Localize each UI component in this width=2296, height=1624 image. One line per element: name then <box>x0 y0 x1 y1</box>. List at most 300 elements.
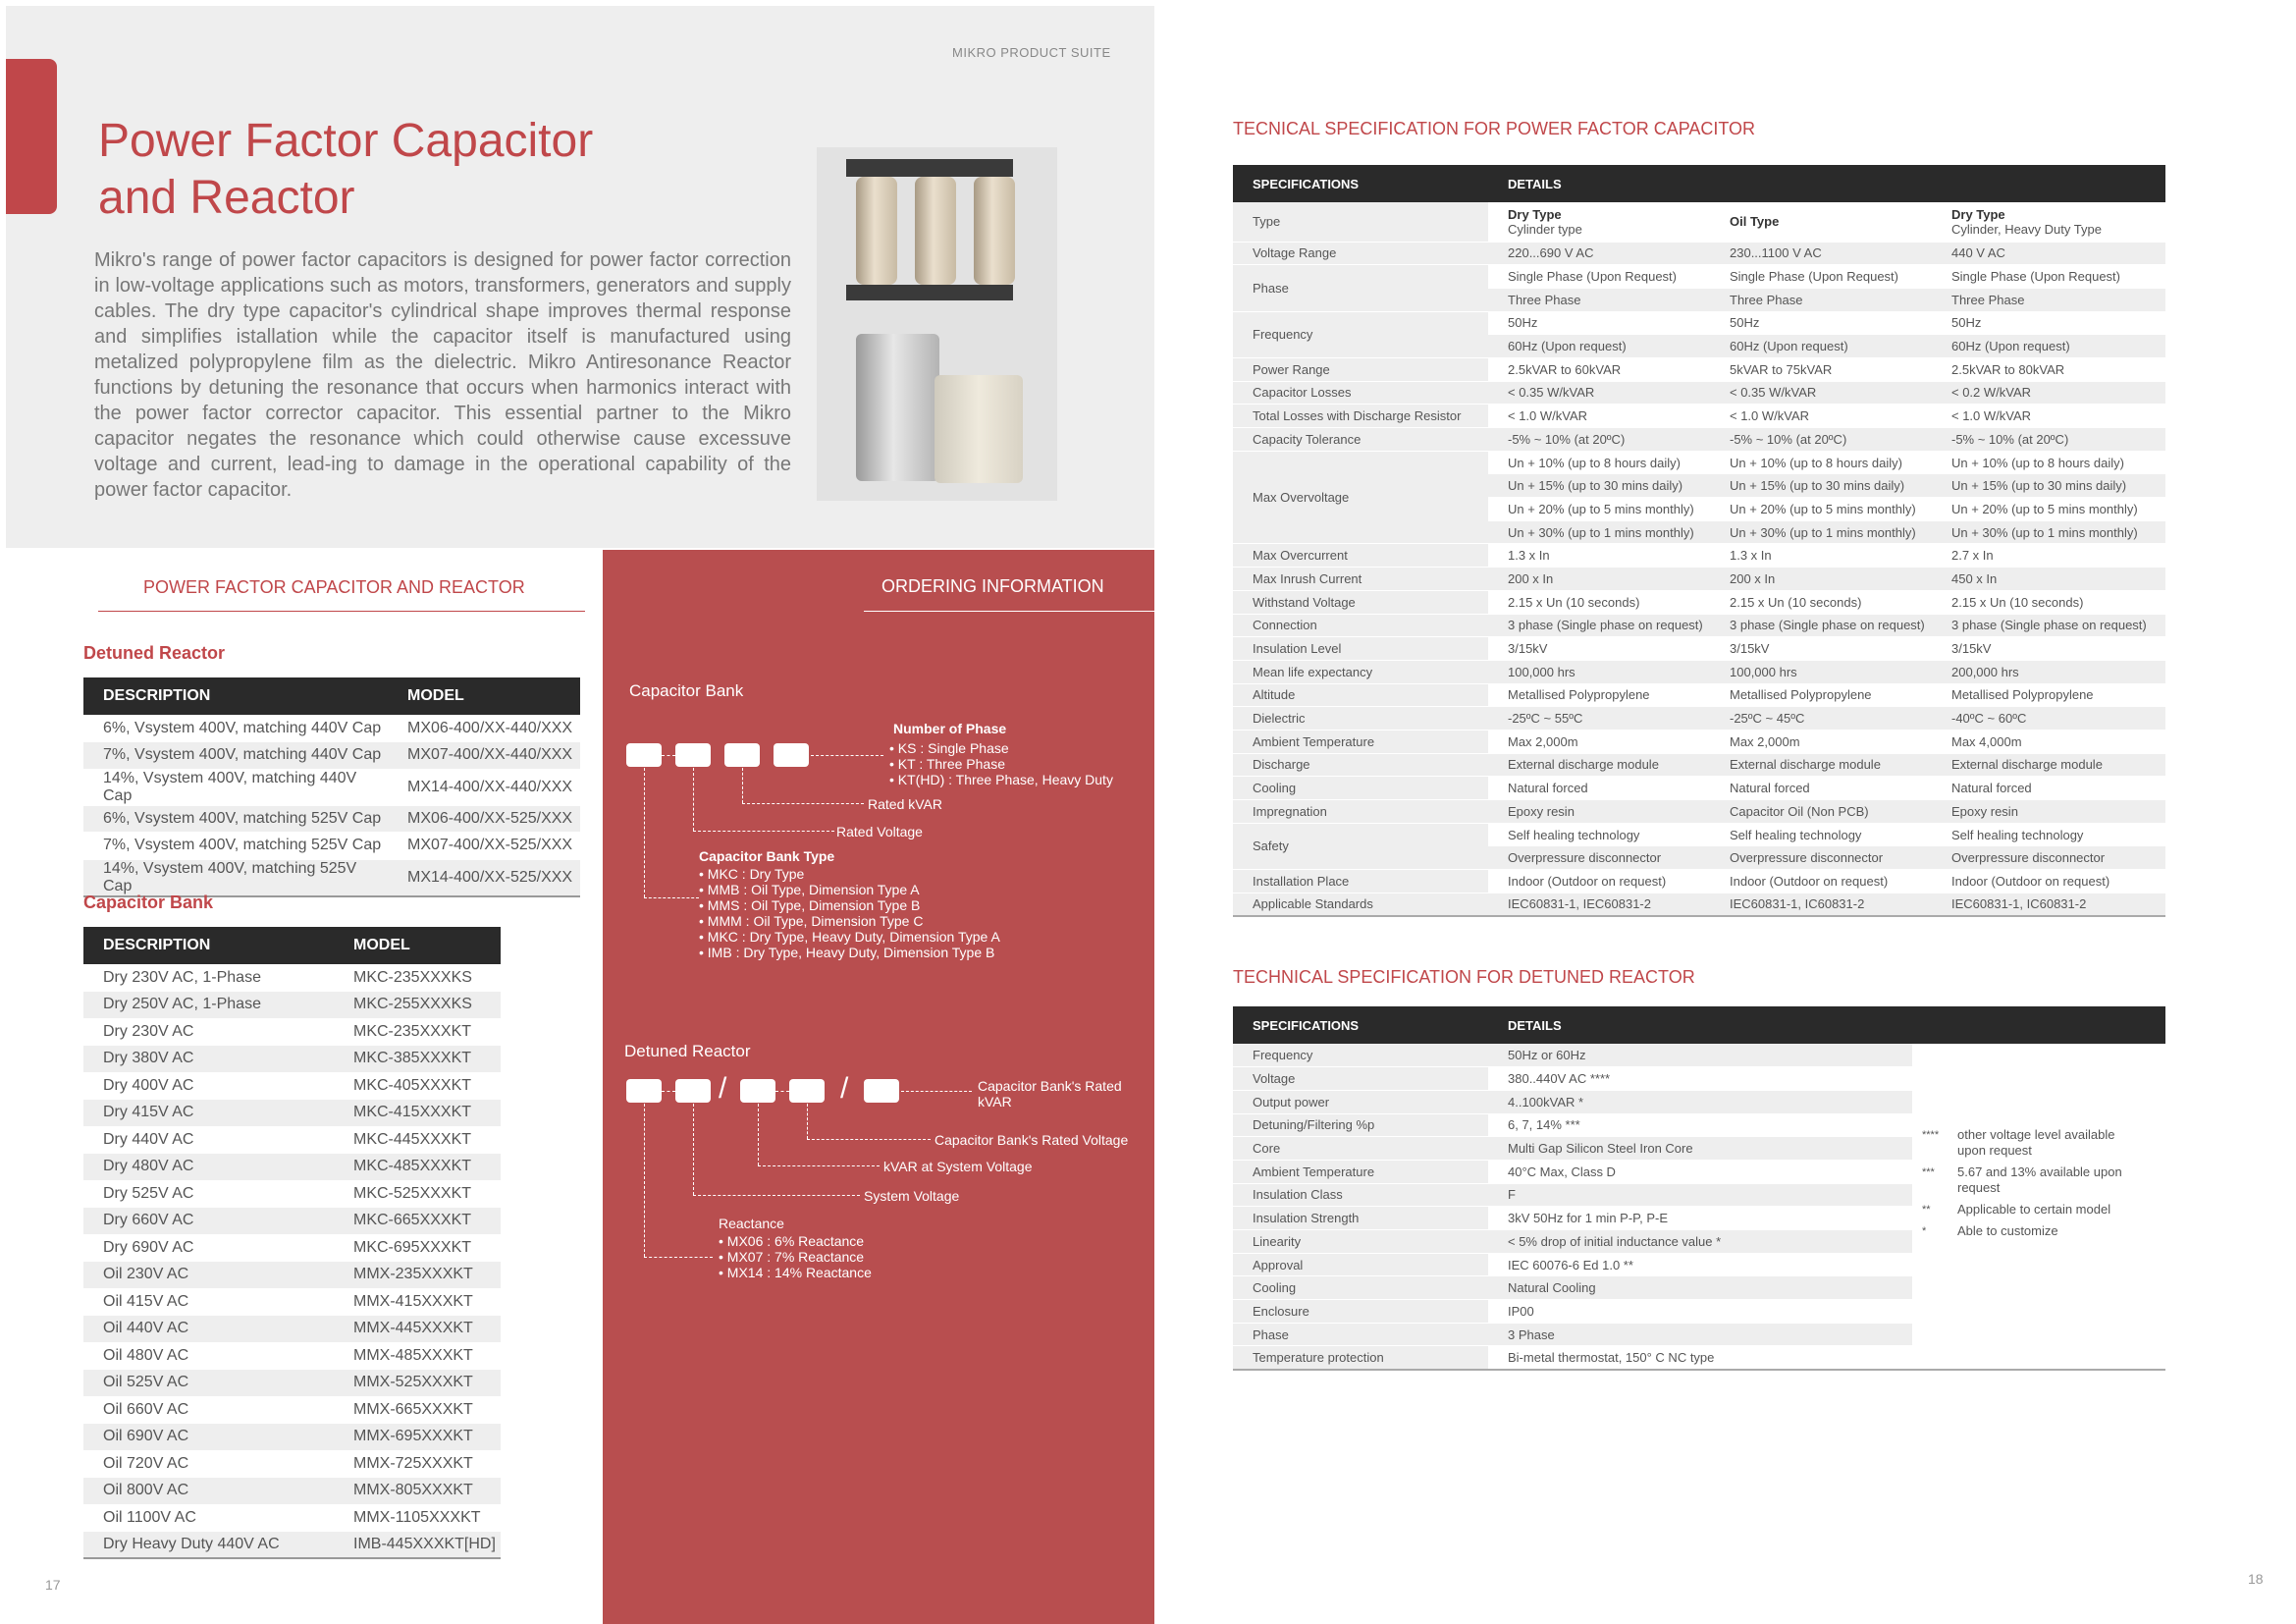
model-cell: MKC-255XXXKS <box>334 992 501 1019</box>
table-row <box>83 1450 501 1478</box>
table-row <box>83 1100 501 1127</box>
description-cell: Oil 480V AC <box>83 1342 334 1370</box>
spec-value: Capacitor Oil (Non PCB) <box>1710 800 1932 824</box>
description-cell: Dry 525V AC <box>83 1180 334 1208</box>
model-cell: MMX-445XXXKT <box>334 1316 501 1343</box>
spec-label: Ambient Temperature <box>1233 1160 1488 1183</box>
spec-value: IEC 60076-6 Ed 1.0 ** <box>1488 1253 1912 1276</box>
code-box <box>675 1079 711 1103</box>
model-cell: MKC-695XXXKT <box>334 1234 501 1262</box>
capacitor-bank-table <box>83 927 501 1559</box>
code-box <box>724 743 760 767</box>
model-cell: MKC-665XXXKT <box>334 1208 501 1235</box>
spec-value: Max 4,000m <box>1932 730 2165 753</box>
model-cell: MMX-485XXXKT <box>334 1342 501 1370</box>
spec-value: 3/15kV <box>1488 637 1710 661</box>
table-row <box>83 1288 501 1316</box>
detuned-reactor-code-label: Detuned Reactor <box>624 1042 751 1060</box>
spec-label: Capacity Tolerance <box>1233 428 1488 452</box>
footnote-mark: *** <box>1922 1166 1935 1178</box>
system-voltage-label: System Voltage <box>864 1188 960 1204</box>
spec-value: 50Hz <box>1710 311 1932 335</box>
table-row <box>1233 730 2165 753</box>
reactor-coil <box>856 177 897 285</box>
spec-value: 2.5kVAR to 80kVAR <box>1932 357 2165 381</box>
table-row <box>1233 660 2165 683</box>
spec-label: Power Range <box>1233 357 1488 381</box>
spec-value: External discharge module <box>1710 753 1932 777</box>
model-cell: MKC-415XXXKT <box>334 1100 501 1127</box>
description-cell: Dry 690V AC <box>83 1234 334 1262</box>
spec-value: 50Hz <box>1932 311 2165 335</box>
type-cell <box>1488 202 1710 242</box>
spec-value: 200 x In <box>1710 568 1932 591</box>
spec-value: Single Phase (Upon Request) <box>1488 265 1710 289</box>
code-box <box>740 1079 775 1103</box>
annotation-title: Capacitor Bank Type <box>699 848 835 864</box>
rated-kvar-label: Rated kVAR <box>868 796 942 812</box>
table-row <box>83 1262 501 1289</box>
description-cell: Oil 1100V AC <box>83 1504 334 1532</box>
spec-label: Temperature protection <box>1233 1346 1488 1370</box>
type-cell <box>1932 202 2165 242</box>
spec-value: Three Phase <box>1932 288 2165 311</box>
spec-value: Bi-metal thermostat, 150° C NC type <box>1488 1346 1912 1370</box>
page-title: Power Factor Capacitor and Reactor <box>98 115 594 224</box>
description-cell: Oil 660V AC <box>83 1396 334 1424</box>
spec-value: Overpressure disconnector <box>1932 846 2165 870</box>
footnote-text: Able to customize <box>1957 1223 2058 1238</box>
spec-label: Type <box>1233 202 1488 242</box>
leader-line <box>644 768 645 897</box>
table-row <box>1233 870 2165 893</box>
spec-value: < 1.0 W/kVAR <box>1932 405 2165 428</box>
footnote-text: Applicable to certain model <box>1957 1202 2111 1217</box>
slash-separator: / <box>840 1072 849 1105</box>
table-row <box>1233 777 2165 800</box>
rated-voltage-label: Rated Voltage <box>836 824 923 839</box>
spec-label: Applicable Standards <box>1233 893 1488 916</box>
table-row <box>1233 1276 2165 1300</box>
model-cell: MMX-1105XXXKT <box>334 1504 501 1532</box>
spec-value: Natural forced <box>1488 777 1710 800</box>
model-cell: MKC-235XXXKT <box>334 1018 501 1046</box>
spec-value: Three Phase <box>1710 288 1932 311</box>
spec-value: Overpressure disconnector <box>1710 846 1932 870</box>
spacer-cell <box>1912 1044 2165 1067</box>
model-cell: MX14-400/XX-440/XXX <box>388 769 580 805</box>
spec-value: 2.15 x Un (10 seconds) <box>1488 590 1710 614</box>
model-cell: MX07-400/XX-440/XXX <box>388 742 580 770</box>
model-cell: MMX-235XXXKT <box>334 1262 501 1289</box>
table-row <box>1233 753 2165 777</box>
description-cell: Oil 525V AC <box>83 1370 334 1397</box>
spec-label: Phase <box>1233 1323 1488 1346</box>
spacer-cell <box>1912 1090 2165 1113</box>
spec-label: Cooling <box>1233 1276 1488 1300</box>
spec-label: Max Inrush Current <box>1233 568 1488 591</box>
spec-value: -25ºC ~ 45ºC <box>1710 707 1932 731</box>
model-cell: MKC-405XXXKT <box>334 1072 501 1100</box>
table-row <box>83 1396 501 1424</box>
table-row <box>1233 1067 2165 1091</box>
column-header: DETAILS <box>1488 1006 2165 1044</box>
model-cell: MX07-400/XX-525/XXX <box>388 833 580 860</box>
phase-list: • KS : Single Phase • KT : Three Phase • KT(HD) : Three Phase, Heavy Duty <box>889 740 1113 787</box>
spec-value: Un + 20% (up to 5 mins monthly) <box>1488 498 1710 521</box>
annotation-title: Number of Phase <box>893 721 1007 736</box>
cylinder-capacitor <box>856 334 939 481</box>
spec-value: 2.15 x Un (10 seconds) <box>1932 590 2165 614</box>
spec-value: 3/15kV <box>1710 637 1932 661</box>
spec-value: Un + 30% (up to 1 mins monthly) <box>1932 520 2165 544</box>
spec-value: -5% ~ 10% (at 20ºC) <box>1488 428 1710 452</box>
spec-label: Insulation Class <box>1233 1183 1488 1207</box>
footnote <box>1922 1223 2133 1239</box>
table-row <box>83 1342 501 1370</box>
spec-value: Three Phase <box>1488 288 1710 311</box>
table-row <box>83 964 501 992</box>
spec-value: 2.5kVAR to 60kVAR <box>1488 357 1710 381</box>
spec-value: 100,000 hrs <box>1710 660 1932 683</box>
spec-label: Approval <box>1233 1253 1488 1276</box>
table-row <box>1233 311 2165 335</box>
table-row <box>1233 1090 2165 1113</box>
table-row <box>83 1316 501 1343</box>
table-row <box>83 1424 501 1451</box>
code-box <box>626 1079 662 1103</box>
description-cell: 14%, Vsystem 400V, matching 525V Cap <box>83 859 388 896</box>
model-cell: MX06-400/XX-525/XXX <box>388 805 580 833</box>
table-row <box>83 1370 501 1397</box>
description-cell: 6%, Vsystem 400V, matching 525V Cap <box>83 805 388 833</box>
table-row <box>1233 242 2165 265</box>
spec-value: 3 Phase <box>1488 1323 1912 1346</box>
spec-value: Metallised Polypropylene <box>1932 683 2165 707</box>
description-cell: Oil 440V AC <box>83 1316 334 1343</box>
detuned-reactor-table <box>83 677 580 897</box>
leader-line <box>742 803 864 804</box>
spec-value: 6, 7, 14% *** <box>1488 1113 1912 1137</box>
spec-value: Epoxy resin <box>1932 800 2165 824</box>
connector <box>662 1091 675 1092</box>
spacer-cell <box>1912 1253 2165 1276</box>
model-cell: MKC-385XXXKT <box>334 1046 501 1073</box>
capacitor-spec-table <box>1233 165 2165 917</box>
spec-label: Core <box>1233 1137 1488 1161</box>
table-row <box>83 1180 501 1208</box>
spec-label: Detuning/Filtering %p <box>1233 1113 1488 1137</box>
column-header: MODEL <box>334 927 501 964</box>
leader-line <box>693 831 834 832</box>
spec-value: 5kVAR to 75kVAR <box>1710 357 1932 381</box>
description-cell: Dry Heavy Duty 440V AC <box>83 1532 334 1559</box>
leader-line <box>807 1139 931 1140</box>
table-row <box>83 1018 501 1046</box>
spec-value: 380..440V AC **** <box>1488 1067 1912 1091</box>
model-cell: MMX-725XXXKT <box>334 1450 501 1478</box>
spec-label: Frequency <box>1233 1044 1488 1067</box>
spec-label: Installation Place <box>1233 870 1488 893</box>
spec-label: Withstand Voltage <box>1233 590 1488 614</box>
annotation-title: Reactance <box>719 1216 784 1231</box>
capacitor-spec-title: TECNICAL SPECIFICATION FOR POWER FACTOR CAPACITOR <box>1233 119 1756 138</box>
spec-value: External discharge module <box>1488 753 1710 777</box>
spec-label: Voltage <box>1233 1067 1488 1091</box>
table-row <box>1233 357 2165 381</box>
spec-value: Un + 10% (up to 8 hours daily) <box>1710 451 1932 474</box>
table-row <box>1233 568 2165 591</box>
spec-value: Un + 15% (up to 30 mins daily) <box>1932 474 2165 498</box>
spec-value: Indoor (Outdoor on request) <box>1932 870 2165 893</box>
spec-value: Self healing technology <box>1710 823 1932 846</box>
spec-value: Un + 20% (up to 5 mins monthly) <box>1710 498 1932 521</box>
spec-value: IEC60831-1, IEC60831-2 <box>1488 893 1710 916</box>
table-row <box>1233 1253 2165 1276</box>
spec-value: 1.3 x In <box>1710 544 1932 568</box>
table-row <box>1233 381 2165 405</box>
description-cell: Dry 415V AC <box>83 1100 334 1127</box>
type-cell <box>1710 202 1932 242</box>
leader-line <box>807 1104 808 1139</box>
spec-value: 230...1100 V AC <box>1710 242 1932 265</box>
reactance-list: • MX06 : 6% Reactance • MX07 : 7% Reactance • MX14 : 14% Reactance <box>719 1233 872 1280</box>
table-row <box>1233 202 2165 242</box>
description-cell: 6%, Vsystem 400V, matching 440V Cap <box>83 715 388 742</box>
spec-value: Natural forced <box>1710 777 1932 800</box>
spec-label: Output power <box>1233 1090 1488 1113</box>
spec-value: Metallised Polypropylene <box>1488 683 1710 707</box>
description-cell: 7%, Vsystem 400V, matching 440V Cap <box>83 742 388 770</box>
spec-value: < 1.0 W/kVAR <box>1710 405 1932 428</box>
bank-type-list: • MKC : Dry Type • MMB : Oil Type, Dimension Type A • MMS : Oil Type, Dimension Type B • MMM : Oil Type, Dimension Type C • MKC : Dry Type, Heavy Duty, Dimension Type A • IMB : Dry Type, Heavy Duty, Dimension Type B <box>699 866 1000 960</box>
footnote-mark: * <box>1922 1225 1927 1237</box>
table-row <box>83 1234 501 1262</box>
footnote <box>1922 1127 2133 1159</box>
spec-value: IP00 <box>1488 1300 1912 1324</box>
spec-value: 3 phase (Single phase on request) <box>1710 614 1932 637</box>
leader-line <box>901 1091 972 1092</box>
table-row <box>1233 683 2165 707</box>
model-cell: MKC-525XXXKT <box>334 1180 501 1208</box>
spec-value: 2.7 x In <box>1932 544 2165 568</box>
spec-value: IEC60831-1, IC60831-2 <box>1932 893 2165 916</box>
spec-value: Multi Gap Silicon Steel Iron Core <box>1488 1137 1912 1161</box>
description-cell: Oil 690V AC <box>83 1424 334 1451</box>
spec-label: Capacitor Losses <box>1233 381 1488 405</box>
spec-value: 60Hz (Upon request) <box>1932 335 2165 358</box>
leader-line <box>644 1257 713 1258</box>
box-capacitor <box>934 375 1023 483</box>
spec-value: 2.15 x Un (10 seconds) <box>1710 590 1932 614</box>
spacer-cell <box>1912 1276 2165 1300</box>
table-row <box>1233 590 2165 614</box>
reactor-core-top <box>846 159 1013 177</box>
table-row <box>83 1478 501 1505</box>
connector <box>662 755 675 756</box>
spec-value: Un + 15% (up to 30 mins daily) <box>1710 474 1932 498</box>
footnote-mark: **** <box>1922 1129 1940 1141</box>
column-header: SPECIFICATIONS <box>1233 165 1488 202</box>
column-header: SPECIFICATIONS <box>1233 1006 1488 1044</box>
spec-label: Impregnation <box>1233 800 1488 824</box>
description-cell: Oil 800V AC <box>83 1478 334 1505</box>
table-row <box>83 805 580 833</box>
intro-paragraph: Mikro's range of power factor capacitors is designed for power factor correction in low-voltage applications such as motors, transformers, generators and supply cables. The dry type capacitor's cylindrical shape improves thermal response and simplifies istallation while the capacitor itself is manufactured using metalized polypropylene film as the dielectric. Mikro Antiresonance Reactor functions by detuning the resonance that occurs when harmonics interact with the power factor corrector capacitor. This essential partner to the Mikro capacitor negates the resonance which could otherwise cause excessuve voltage and current, lead-ing to damage in the operational capability of the power factor capacitor. <box>94 249 791 501</box>
spec-value: Un + 20% (up to 5 mins monthly) <box>1932 498 2165 521</box>
table-row <box>83 1072 501 1100</box>
footnote-text: other voltage level available upon request <box>1957 1127 2115 1158</box>
spec-value: Self healing technology <box>1488 823 1710 846</box>
spec-value: Epoxy resin <box>1488 800 1710 824</box>
code-box <box>789 1079 825 1103</box>
spec-label: Ambient Temperature <box>1233 730 1488 753</box>
spec-value: 50Hz or 60Hz <box>1488 1044 1912 1067</box>
leader-line <box>758 1104 759 1165</box>
model-cell: MMX-415XXXKT <box>334 1288 501 1316</box>
slash-separator: / <box>719 1072 727 1105</box>
table-row <box>83 1504 501 1532</box>
spacer-cell <box>1912 1323 2165 1346</box>
description-cell: Dry 660V AC <box>83 1208 334 1235</box>
table-row <box>83 1046 501 1073</box>
section-rule <box>98 611 585 612</box>
description-cell: Oil 230V AC <box>83 1262 334 1289</box>
table-row <box>83 1154 501 1181</box>
table-row <box>1233 544 2165 568</box>
description-cell: Dry 230V AC <box>83 1018 334 1046</box>
table-row <box>1233 1346 2165 1370</box>
table-row <box>83 859 580 896</box>
table-row <box>1233 614 2165 637</box>
column-header: DESCRIPTION <box>83 677 388 715</box>
section-title: POWER FACTOR CAPACITOR AND REACTOR <box>143 577 525 597</box>
spec-value: Indoor (Outdoor on request) <box>1710 870 1932 893</box>
spec-value: 60Hz (Upon request) <box>1710 335 1932 358</box>
spec-value: 3/15kV <box>1932 637 2165 661</box>
reactor-coil <box>915 177 956 285</box>
spec-label: Cooling <box>1233 777 1488 800</box>
table-row <box>83 742 580 770</box>
model-cell: MMX-665XXXKT <box>334 1396 501 1424</box>
table-row <box>1233 893 2165 916</box>
table-row <box>83 715 580 742</box>
table-row <box>1233 265 2165 289</box>
spec-value: 60Hz (Upon request) <box>1488 335 1710 358</box>
type-name: Dry Type <box>1508 206 1562 222</box>
spec-value: Natural Cooling <box>1488 1276 1912 1300</box>
spec-label: Total Losses with Discharge Resistor <box>1233 405 1488 428</box>
spec-value: F <box>1488 1183 1912 1207</box>
spacer-cell <box>1912 1067 2165 1091</box>
leader-line <box>811 755 883 756</box>
reactor-spec-title: TECHNICAL SPECIFICATION FOR DETUNED REACTOR <box>1233 967 1695 987</box>
spec-value: -25ºC ~ 55ºC <box>1488 707 1710 731</box>
spec-label: Max Overcurrent <box>1233 544 1488 568</box>
footnote <box>1922 1164 2133 1196</box>
table-row <box>83 1126 501 1154</box>
spec-value: 50Hz <box>1488 311 1710 335</box>
ordering-rule <box>864 611 1154 612</box>
description-cell: Oil 720V AC <box>83 1450 334 1478</box>
spec-value: < 1.0 W/kVAR <box>1488 405 1710 428</box>
spec-label: Connection <box>1233 614 1488 637</box>
spec-value: Un + 30% (up to 1 mins monthly) <box>1710 520 1932 544</box>
spec-value: Metallised Polypropylene <box>1710 683 1932 707</box>
type-name: Oil Type <box>1730 214 1780 230</box>
table-row <box>1233 1044 2165 1067</box>
spec-value: Max 2,000m <box>1488 730 1710 753</box>
spec-label: Discharge <box>1233 753 1488 777</box>
spec-value: Un + 10% (up to 8 hours daily) <box>1488 451 1710 474</box>
footnote <box>1922 1202 2133 1218</box>
detuned-reactor-heading: Detuned Reactor <box>83 643 226 663</box>
code-box <box>864 1079 899 1103</box>
description-cell: 7%, Vsystem 400V, matching 525V Cap <box>83 833 388 860</box>
ordering-title: ORDERING INFORMATION <box>881 576 1104 596</box>
table-row <box>83 833 580 860</box>
system-kvar-label: kVAR at System Voltage <box>883 1159 1033 1174</box>
reactor-core-bottom <box>846 285 1013 300</box>
product-photo <box>817 147 1057 501</box>
footnote-text: 5.67 and 13% available upon request <box>1957 1164 2122 1195</box>
spec-value: Un + 30% (up to 1 mins monthly) <box>1488 520 1710 544</box>
leader-line <box>693 1195 860 1196</box>
spec-value: 3 phase (Single phase on request) <box>1488 614 1710 637</box>
spec-value: -5% ~ 10% (at 20ºC) <box>1932 428 2165 452</box>
table-row <box>1233 823 2165 846</box>
description-cell: 14%, Vsystem 400V, matching 440V Cap <box>83 769 388 805</box>
code-box <box>774 743 809 767</box>
leader-line <box>742 768 743 803</box>
spec-value: 100,000 hrs <box>1488 660 1710 683</box>
capacitor-bank-heading: Capacitor Bank <box>83 893 214 912</box>
spec-label: Linearity <box>1233 1230 1488 1254</box>
table-row <box>1233 451 2165 474</box>
model-cell: MMX-695XXXKT <box>334 1424 501 1451</box>
model-cell: IMB-445XXXKT[HD] <box>334 1532 501 1559</box>
spec-label: Insulation Level <box>1233 637 1488 661</box>
leader-line <box>644 1104 645 1257</box>
spec-label: Voltage Range <box>1233 242 1488 265</box>
spec-value: Natural forced <box>1932 777 2165 800</box>
connector <box>775 1091 789 1092</box>
table-row <box>83 992 501 1019</box>
footnote-mark: ** <box>1922 1204 1931 1216</box>
model-cell: MMX-805XXXKT <box>334 1478 501 1505</box>
description-cell: Oil 415V AC <box>83 1288 334 1316</box>
model-cell: MKC-235XXXKS <box>334 964 501 992</box>
column-header: DETAILS <box>1488 165 2165 202</box>
leader-line <box>693 768 694 831</box>
red-accent-tab <box>6 59 57 214</box>
model-cell: MX14-400/XX-525/XXX <box>388 859 580 896</box>
table-row <box>1233 428 2165 452</box>
footnotes <box>1922 1127 2133 1245</box>
spec-value: Single Phase (Upon Request) <box>1932 265 2165 289</box>
spec-value: < 0.2 W/kVAR <box>1932 381 2165 405</box>
description-cell: Dry 230V AC, 1-Phase <box>83 964 334 992</box>
spec-value: 450 x In <box>1932 568 2165 591</box>
table-row <box>83 1208 501 1235</box>
spec-value: Indoor (Outdoor on request) <box>1488 870 1710 893</box>
spec-value: 3 phase (Single phase on request) <box>1932 614 2165 637</box>
reactor-coil <box>974 177 1015 285</box>
spacer-cell <box>1912 1300 2165 1324</box>
spec-label: Enclosure <box>1233 1300 1488 1324</box>
code-box <box>626 743 662 767</box>
type-sub: Cylinder, Heavy Duty Type <box>1951 221 2102 237</box>
